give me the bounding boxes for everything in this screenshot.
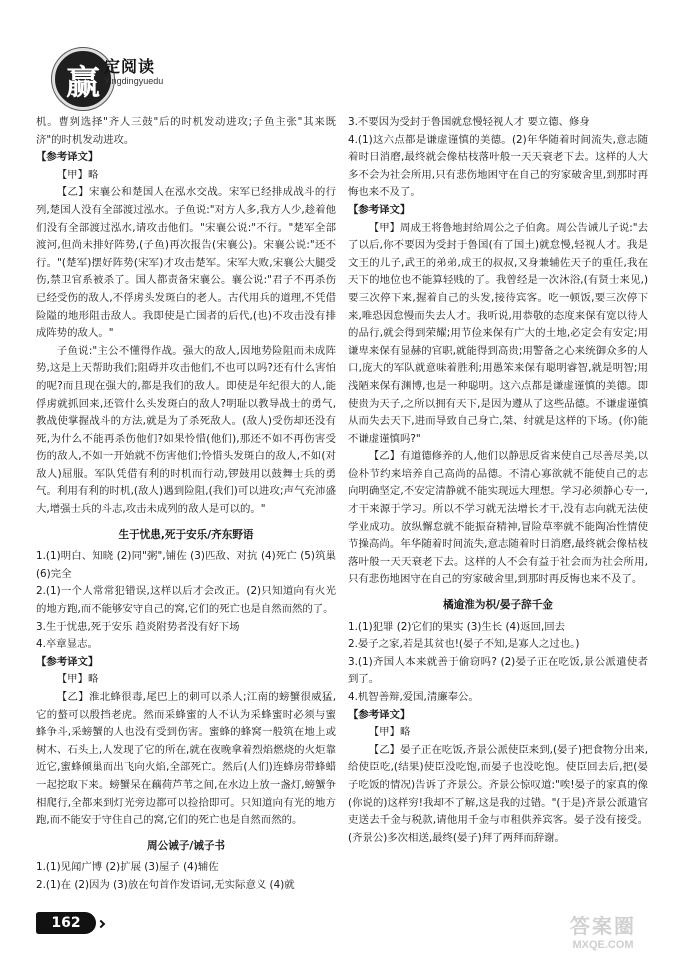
- answer-paragraph: 2.(1)一个人常常犯错误,这样以后才会改正。(2)只知道向有火光的地方跑,而不能够安守自己的窝,它们的死亡也是自然而然的了。: [36, 585, 336, 616]
- answer-paragraph: 1.(1)犯罪 (2)它们的果实 (3)生长 (4)返回,回去: [348, 620, 566, 633]
- reference-translation-heading: 【参考译文】: [348, 203, 411, 216]
- reference-translation-heading: 【参考译文】: [36, 655, 99, 668]
- reference-translation-heading: 【参考译文】: [36, 151, 99, 164]
- answer-paragraph: 机。曹刿选择"齐人三鼓"后的时机发动进攻;子鱼主张"其来既济"的时机发动进攻。: [36, 116, 336, 146]
- watermark-url: MXQE.COM: [572, 939, 634, 951]
- watermark: [548, 910, 658, 960]
- answer-paragraph: 子鱼说:"主公不懂得作战。强大的敌人,因地势险阻而未成阵势,这是上天帮助我们;阻碍并攻击他们,不也可以吗?还有什么害怕的呢?而且现在强大的,都是我们的敌人。即使是年纪很大的人,能俘虏就抓回来,还管什么头发斑白的敌人?明耻以教导战士的勇气,教战使掌握战斗的方法,就是为了杀死敌人。(敌人)受伤却还没有死,为什么不能再杀伤他们?如果怜惜(他们),那还不如不再伤害受伤的敌人,不如一开始就不伤害他们;怜惜头发斑白的敌人,不如(对敌人)屈服。军队凭借有利的时机而行动,锣鼓用以鼓舞士兵的勇气。利用有利的时机,(敌人)遇到险阻,(我们)可以进攻;声气充沛盛大,增强士兵的斗志,攻击未成列的敌人是可以的。": [36, 344, 336, 516]
- answer-paragraph: 4.(1)这六点都是谦虚谨慎的美德。(2)年华随着时间流失,意志随着时日消磨,最终就会像枯枝落叶般一天天衰老下去。这样的人大多不会为社会所用,只有悲伤地困守在自己的穷家破舍里,到那时再悔也来不及了。: [348, 133, 648, 199]
- answer-paragraph: 【乙】晏子正在吃饭,齐景公派使臣来到,(晏子)把食物分出来,给使臣吃,(结果)使臣没吃饱,而晏子也没吃饱。使臣回去后,把(晏子吃饭的情况)告诉了齐景公。齐景公惊叹道:"唉!晏子的家真的像(你说的)这样穷!我却不了解,这是我的过错。"(于是)齐景公派遣官吏送去千金与税款,请他用千金与市租供养宾客。晏子没有接受。(齐景公)多次相送,最终(晏子)拜了两拜而辞谢。: [348, 743, 648, 844]
- answer-paragraph: 2.晏子之家,若是其贫也!(晏子不知,是寡人之过也。): [348, 638, 580, 651]
- section-title: 生于忧患,死于安乐/齐东野语: [118, 528, 254, 541]
- answer-paragraph: 3.不要因为受封于鲁国就怠慢轻视人才 要立德、修身: [348, 116, 590, 128]
- watermark-logo-text: 答案圈: [570, 916, 636, 938]
- answer-paragraph: 【乙】淮北蜂很毒,尾巴上的刺可以杀人;江南的螃蟹很威猛,它的螯可以殷挡老虎。然而采蜂蜜的人不认为采蜂蜜时必须与蜜蜂争斗,采螃蟹的人也没有受到伤害。蜜蜂的蜂窝一般筑在地上或树木、石头上,人发现了它的所在,就在夜晚拿着烈焰燃烧的火炬靠近它,蜜蜂倾巢而出飞向火焰,全部死亡。然后(人们)连蜂房带蜂蜡一起挖取下来。螃蟹呆在藕荷芦苇之间,在水边上放一盏灯,螃蟹争相爬行,全都来到灯光旁边都可以捡拾即可。只知道向有光的地方跑,而不能安于守住自己的窝,它们的死亡也是自然而然的。: [36, 691, 336, 827]
- answer-paragraph: 【甲】周成王将鲁地封给周公之子伯禽。周公告诫儿子说:"去了以后,你不要因为受封于鲁国(有了国土)就怠慢,轻视人才。我是文王的儿子,武王的弟弟,成王的叔叔,又身兼辅佐天子的重任,我在天下的地位也不能算轻贱的了。我曾经是一次沐浴,(有贤士来见,)要三次停下来,握着自己的头发,接待宾客。吃一顿饭,要三次停下来,唯恐因怠慢而失去人才。我听说,用恭敬的态度来保有宽以待人的品行,就会得到荣耀;用节俭来保有广大的土地,必定会有安定;用谦卑来保有显赫的官职,就能得到高贵;用警备之心来统御众多的人口,庞大的军队就意味着胜利;用愚笨来保有聪明睿智,就是明智;用浅陋来保有渊博,也是一种聪明。这六点都是谦虚谨慎的美德。即使贵为天子,之所以拥有天下,是因为遵从了这些品德。不谦虚谨慎从而失去天下,进而导致自己身亡,桀、纣就是这样的下场。(你)能不谦虚谨慎吗?": [348, 221, 648, 445]
- page-arrow-icon: [97, 920, 105, 928]
- answer-paragraph: 2.(1)在 (2)因为 (3)放在句首作发语词,无实际意义 (4)就: [36, 878, 295, 891]
- answer-paragraph: 【乙】宋襄公和楚国人在泓水交战。宋军已经排成战斗的行列,楚国人没有全部渡过泓水。子鱼说:"对方人多,我方人少,趁着他们没有全部渡过泓水,请攻击他们。"宋襄公说:"不行。"楚军全部渡河,但尚未排好阵势,(子鱼)再次报告(宋襄公)。宋襄公说:"还不行。"(楚军)摆好阵势(宋军)才攻击楚军。宋军大败,宋襄公大腿受伤,禁卫官系被杀了。国人都责备宋襄公。襄公说:"君子不再杀伤已经受伤的敌人,不俘虏头发斑白的老人。古代用兵的道理,不凭借险隘的地形阻击敌人。我即使是亡国者的后代,(也)不攻击没有排成阵势的敌人。": [36, 186, 336, 340]
- answer-paragraph: 1.(1)见闻广博 (2)扩展 (3)屋子 (4)辅佐: [36, 861, 219, 874]
- answer-paragraph: 【甲】略: [368, 726, 411, 739]
- answer-paragraph: 1.(1)明白、知晓 (2)同"粥",铺佐 (3)匹敌、对抗 (4)死亡 (5)筑巢 (6)完全: [36, 550, 336, 580]
- answer-paragraph: 4.机智善辩,爱国,清廉奉公。: [348, 691, 479, 703]
- book-logo: 赢: [52, 48, 114, 110]
- answer-paragraph: 3.生于忧患,死于安乐 趋炎附势者没有好下场: [36, 620, 240, 633]
- answer-paragraph: 4.卒章显志。: [36, 638, 98, 651]
- section-title: 橘逾淮为枳/晏子辞千金: [443, 599, 553, 612]
- page-number: 162: [36, 912, 96, 934]
- book-header: [8, 6, 308, 106]
- section-title: 周公诫子/诫子书: [146, 839, 226, 852]
- book-subtitle: Yingdingyuedu: [104, 76, 164, 86]
- answer-paragraph: 【甲】略: [56, 168, 99, 181]
- reference-translation-heading: 【参考译文】: [348, 708, 411, 721]
- book-title: 定阅读: [104, 57, 156, 76]
- answer-paragraph: 【乙】有道德修养的人,他们以静思反省来使自己尽善尽美,以俭朴节约来培养自己高尚的品德。不清心寡欲就不能使自己的志向明确坚定,不安定清静就不能实现远大理想。学习必须静心专一,才干来源于学习。所以不学习就无法增长才干,没有志向就无法使学业成功。放纵懈怠就不能振奋精神,冒险草率就不能陶冶性情使节操高尚。年华随着时间流失,意志随着时日消磨,最终就会像枯枝落叶般一天天衰老下去。这样的人不会有益于社会而为社会所用,只有悲伤地困守在自己的穷家破舍里,到那时再反悔也来不及了。: [348, 450, 648, 586]
- right-column: [348, 114, 648, 847]
- answer-paragraph: 3.(1)齐国人本来就善于偷窃吗? (2)晏子正在吃饭,景公派遣使者到了。: [348, 655, 648, 686]
- answer-paragraph: 【甲】略: [56, 673, 99, 686]
- left-column: [36, 114, 336, 895]
